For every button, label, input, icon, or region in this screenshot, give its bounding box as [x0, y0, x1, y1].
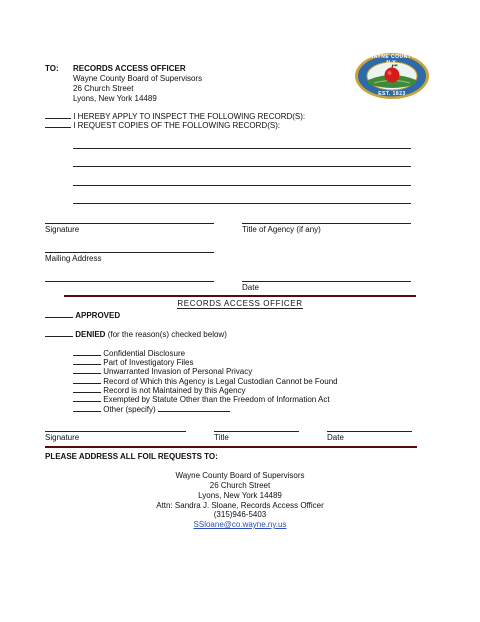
approved-blank[interactable]	[45, 317, 73, 318]
record-line-4[interactable]	[73, 203, 411, 204]
other-specify-blank[interactable]	[158, 411, 230, 412]
footer-email-link[interactable]: SSloane@co.wayne.ny.us	[193, 520, 287, 529]
officer-heading-text: RECORDS ACCESS OFFICER	[177, 299, 303, 308]
copies-label: I REQUEST COPIES OF THE FOLLOWING RECORD(S):	[73, 121, 281, 130]
footer-city: Lyons, New York 14489	[198, 491, 282, 500]
footer-email-row	[0, 520, 480, 530]
recipient-title: RECORDS ACCESS OFFICER	[73, 64, 186, 73]
reason-row	[73, 405, 230, 415]
footer-divider	[45, 446, 417, 448]
seal-bottom-text: EST. 1823	[378, 91, 406, 97]
reason-label: Record of Which this Agency is Legal Custodian Cannot be Found	[103, 377, 338, 386]
footer-phone: (315)946-5403	[213, 510, 267, 519]
reason-label: Record is not Maintained by this Agency	[103, 386, 246, 395]
mailing-address-line-2[interactable]	[45, 281, 214, 282]
applicant-date-line[interactable]	[242, 281, 411, 282]
officer-heading	[64, 299, 416, 309]
mailing-address-line-1[interactable]	[45, 252, 214, 253]
officer-date-line[interactable]	[327, 431, 412, 432]
reason-blank[interactable]	[73, 411, 101, 412]
officer-divider	[64, 295, 416, 297]
officer-signature-line[interactable]	[45, 431, 186, 432]
applicant-date-label: Date	[242, 283, 259, 292]
reason-blank[interactable]	[73, 383, 101, 384]
copies-blank[interactable]	[45, 127, 71, 128]
footer-attn: Attn: Sandra J. Sloane, Records Access Officer	[156, 501, 324, 510]
officer-signature-label: Signature	[45, 433, 80, 442]
agency-title-label: Title of Agency (if any)	[242, 225, 321, 234]
recipient-city: Lyons, New York 14489	[73, 94, 157, 103]
record-line-1[interactable]	[73, 148, 411, 149]
copies-request	[45, 121, 280, 131]
approved-label: APPROVED	[75, 311, 121, 320]
record-line-3[interactable]	[73, 185, 411, 186]
officer-title-line[interactable]	[214, 431, 299, 432]
applicant-signature-line[interactable]	[45, 223, 214, 224]
footer-street: 26 Church Street	[209, 481, 271, 490]
seal-top-text: WAYNE COUNTY N.Y.	[368, 54, 416, 66]
inspect-label: I HEREBY APPLY TO INSPECT THE FOLLOWING RECORD(S):	[73, 112, 306, 121]
inspect-blank[interactable]	[45, 118, 71, 119]
officer-date-label: Date	[327, 433, 344, 442]
record-line-2[interactable]	[73, 166, 411, 167]
reason-label: Other (specify)	[103, 405, 156, 414]
reason-blank[interactable]	[73, 373, 101, 374]
denied-label: DENIED	[75, 330, 106, 339]
to-label: TO:	[45, 64, 59, 73]
recipient-street: 26 Church Street	[73, 84, 134, 93]
recipient-org: Wayne County Board of Supervisors	[73, 74, 203, 83]
approved-row	[45, 311, 120, 321]
denied-note: (for the reason(s) checked below)	[107, 330, 227, 339]
reason-blank[interactable]	[73, 364, 101, 365]
agency-title-line[interactable]	[242, 223, 411, 224]
reason-label: Unwarranted Invasion of Personal Privacy	[103, 367, 253, 376]
officer-title-label: Title	[214, 433, 229, 442]
reason-label: Part of Investigatory Files	[103, 358, 194, 367]
reason-blank[interactable]	[73, 401, 101, 402]
denied-blank[interactable]	[45, 336, 73, 337]
footer-heading: PLEASE ADDRESS ALL FOIL REQUESTS TO:	[45, 452, 218, 461]
county-seal	[354, 52, 430, 100]
reason-blank[interactable]	[73, 355, 101, 356]
reason-label: Exempted by Statute Other than the Freedom of Information Act	[103, 395, 330, 404]
reason-row	[73, 367, 252, 377]
mailing-address-label: Mailing Address	[45, 254, 102, 263]
reason-row	[73, 395, 330, 405]
denied-row	[45, 330, 227, 340]
footer-org: Wayne County Board of Supervisors	[175, 471, 305, 480]
reason-blank[interactable]	[73, 392, 101, 393]
applicant-signature-label: Signature	[45, 225, 80, 234]
reason-label: Confidential Disclosure	[103, 349, 186, 358]
